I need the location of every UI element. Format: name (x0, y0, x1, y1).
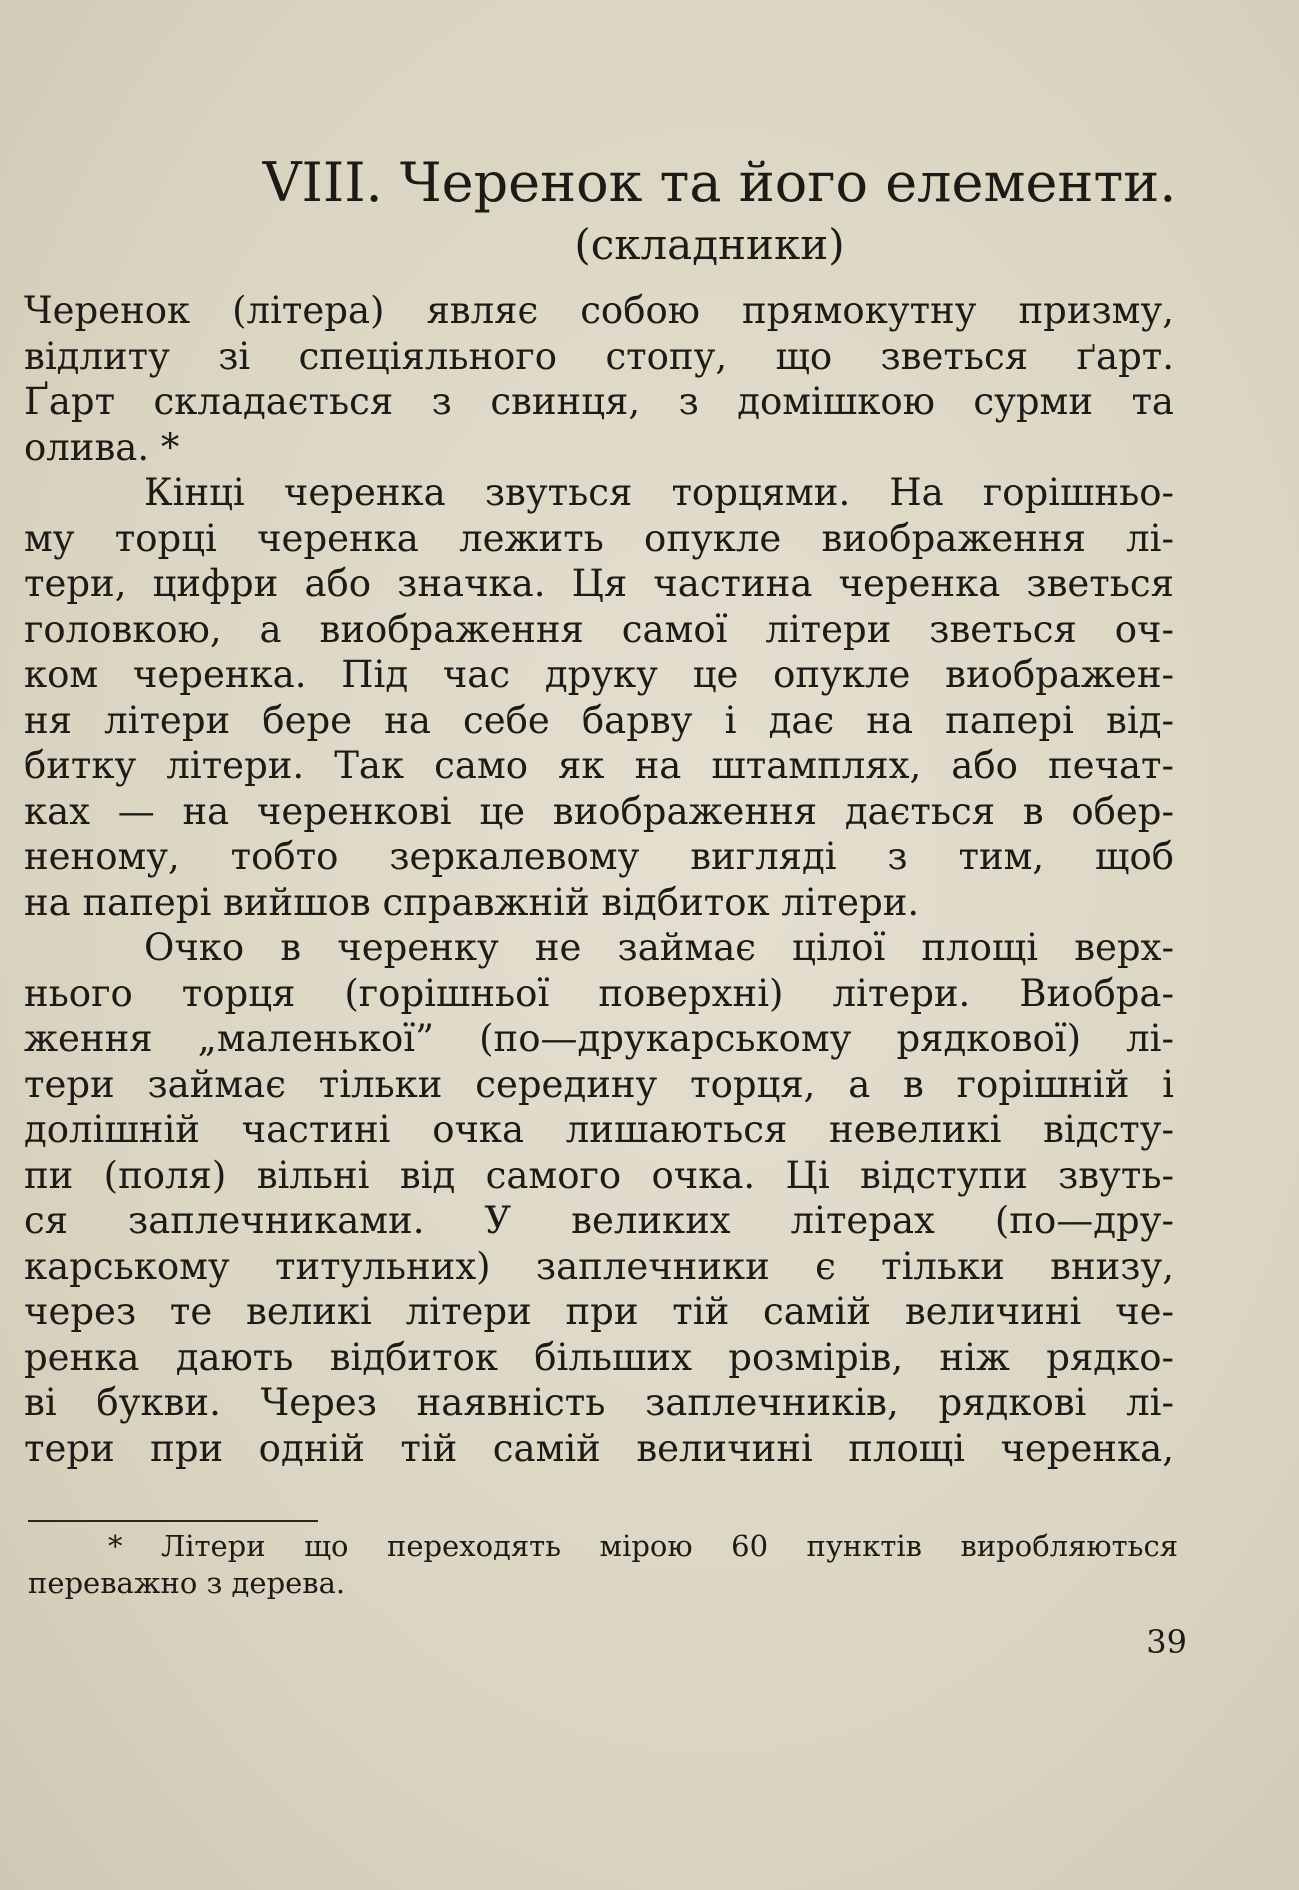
text-line: ся заплечниками. У великих літерах (по—дру- (24, 1199, 1174, 1242)
text-line: ком черенка. Під час друку це опукле виображен- (24, 653, 1174, 696)
text-line: ня літери бере на себе барву і дає на папері від- (24, 698, 1174, 742)
text-line: Ґарт складається з свинця, з домішкою сурми та (24, 380, 1174, 423)
text-line: Очко в черенку не займає цілої площі верх- (144, 926, 1174, 969)
text-line: неному, тобто зеркалевому вигляді з тим, щоб (24, 835, 1174, 878)
footnote-line: переважно з дерева. (28, 1566, 346, 1600)
text-line: карському титульних) заплечники є тільки внизу, (24, 1244, 1174, 1288)
text-line: тери, цифри або значка. Ця частина черенка зветься (24, 562, 1174, 605)
text-line: на папері вийшов справжній відбиток літери. (24, 880, 920, 924)
footnote-line: * Літери що переходять мірою 60 пунктів виробляються (108, 1529, 1178, 1563)
text-line: олива. * (24, 425, 180, 469)
chapter-subtitle: (складники) (574, 220, 845, 269)
text-line: ві букви. Через наявність заплечників, рядкові лі- (24, 1381, 1174, 1424)
body-text (24, 288, 1174, 1471)
page-number: 39 (1146, 1623, 1187, 1661)
text-line: ках — на черенкові це виображення дається в обер- (24, 789, 1174, 833)
text-line: му торці черенка лежить опукле виображення лі- (24, 516, 1174, 560)
text-line: головкою, а виображення самої літери зветься оч- (24, 607, 1174, 651)
text-line: нього торця (горішньої поверхні) літери. Виобра- (24, 971, 1174, 1015)
text-line: битку літери. Так само як на штамплях, або печат- (24, 744, 1174, 787)
text-line: відлиту зі спеціяльного стопу, що зветься ґарт. (24, 334, 1174, 378)
text-line: тери при одній тій самій величині площі черенка, (24, 1426, 1174, 1470)
text-line: ження „маленької” (по—друкарському рядкової) лі- (24, 1017, 1174, 1060)
text-line: пи (поля) вільні від самого очка. Ці відступи звуть- (24, 1153, 1174, 1197)
text-line: долішній частині очка лишаються невеликі відсту- (24, 1108, 1174, 1151)
text-line: Черенок (літера) являє собою прямокутну призму, (24, 289, 1174, 332)
text-line: через те великі літери при тій самій величині че- (24, 1290, 1174, 1333)
text-line: тери займає тільки середину торця, а в горішній і (24, 1062, 1174, 1106)
text-line: Кінці черенка звуться торцями. На горішньо- (144, 471, 1174, 514)
text-line: ренка дають відбиток більших розмірів, ніж рядко- (24, 1335, 1174, 1379)
footnote-divider (28, 1520, 318, 1522)
footnote (28, 1528, 1178, 1602)
chapter-title: VIII. Черенок та його елементи. (262, 151, 1177, 214)
